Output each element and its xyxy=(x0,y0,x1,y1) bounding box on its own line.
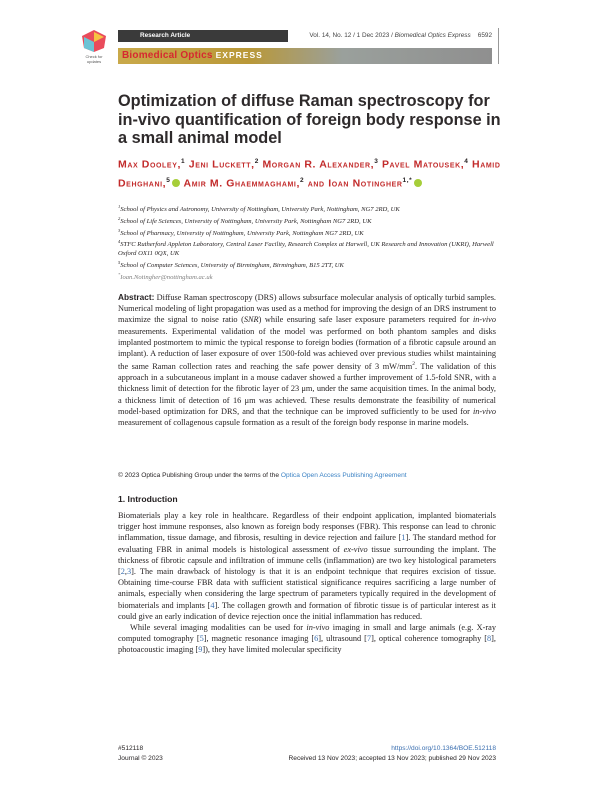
paragraph-text: ex-vivo xyxy=(343,544,368,554)
paragraph-text: ]. The main drawback of histology is that it is an endpoint technique that requires excision of tissue. Obtaining time-course FBR data with sufficient statistical significance requires sacrificing a large number of animals, especially when considering the large spectrum of parameters typically required in the development of biomaterials and implants [ xyxy=(118,567,496,610)
paragraph-text: ], ultrasound [ xyxy=(318,634,367,644)
journal-info xyxy=(296,32,492,39)
citation-link[interactable]: 5 xyxy=(199,634,204,644)
citation-link[interactable]: 6 xyxy=(314,634,319,644)
footer-right xyxy=(289,744,496,764)
affiliation-text: School of Computer Sciences, University of Birmingham, Birmingham, B15 2TT, UK xyxy=(120,261,344,269)
affiliation-number: 5 xyxy=(118,259,121,265)
journal-copyright: Journal © 2023 xyxy=(118,755,163,762)
author-name: and Ioan Notingher xyxy=(307,177,403,189)
paragraph-text: ]. The standard method for evaluating FBR in animal models is histological assessment of xyxy=(118,533,496,554)
publication-dates: Received 13 Nov 2023; accepted 13 Nov 2023; published 29 Nov 2023 xyxy=(288,755,496,762)
abstract-text: in-vivo xyxy=(472,315,496,325)
footer-left xyxy=(118,744,163,764)
abstract-text: measurements. Experimental validation of the model was performed on both phantom samples and disks implanted postmortem to mimic the typical response to foreign bodies (formation of a fibrotic capsule around an implant). A reduction of laser exposure of over 1500-fold was achieved over previous studies whilst maintaining the same Raman collection rates and reaching the safe power density of 3 mW/mm xyxy=(118,326,496,371)
journal-brand-bar xyxy=(118,48,492,64)
journal-logo-main: Biomedical Optics xyxy=(122,50,213,61)
abstract-text: measurement of collagenous capsule formation as a result of the foreign body response in marine models. xyxy=(118,418,469,427)
author-affiliation-mark: 3 xyxy=(374,158,379,165)
license-link[interactable]: Optica Open Access Publishing Agreement xyxy=(280,472,407,479)
author-name: Amir M. Ghaemmaghami, xyxy=(183,177,300,189)
affiliation-text: School of Physics and Astronomy, University of Nottingham, University Park, Nottingham, NG7 2RD, UK xyxy=(120,206,400,214)
citation-link[interactable]: 4 xyxy=(210,600,215,610)
paragraph-text: While several imaging modalities can be used for xyxy=(130,623,307,633)
citation-link[interactable]: 2 xyxy=(120,567,125,577)
affiliation-text: School of Life Sciences, University of Nottingham, University Park, Nottingham NG7 2RD, UK xyxy=(120,217,372,225)
article-title: Optimization of diffuse Raman spectroscopy for in-vivo quantification of foreign body response in a small animal model xyxy=(118,92,501,147)
citation-link[interactable]: 1 xyxy=(401,533,406,543)
affiliation xyxy=(118,203,508,215)
abstract-text: in-vivo xyxy=(472,406,496,416)
author-affiliation-mark: 5 xyxy=(166,176,171,184)
affiliation-number: 1 xyxy=(118,204,121,209)
author-name: Pavel Matousek, xyxy=(381,158,465,171)
article-type-label: Research Article xyxy=(118,30,288,42)
abstract-text: . The validation of this approach in a subcutaneous implant in a mouse cadaver showed a further improvement of 1.5-fold SNR, with a thickness limit of detection for the fibrotic layer of 23 μm, under the same acquisition times. In the animal body, a thickness limit of detection of 16 μm was achieved. These results demonstrate the feasibility of numerical model-based optimization for DRS, and that the technique can be improved sufficiently to be used for xyxy=(118,361,496,416)
paragraph xyxy=(118,510,496,622)
affiliation-number: 4 xyxy=(118,239,121,245)
header-divider xyxy=(498,28,499,64)
article-id: #512118 xyxy=(118,745,144,752)
citation-link[interactable]: 8 xyxy=(487,634,492,644)
abstract-text: SNR xyxy=(243,315,259,325)
paragraph-text: in-vivo xyxy=(306,623,330,633)
author-affiliation-mark: 4 xyxy=(464,158,469,165)
journal-logo-express: EXPRESS xyxy=(215,50,263,60)
author-affiliation-mark: 2 xyxy=(254,158,259,165)
author-affiliation-mark: 1 xyxy=(181,158,186,165)
orcid-icon[interactable] xyxy=(172,179,180,187)
section-body xyxy=(118,510,496,656)
paragraph-text: ], photoacoustic imaging [ xyxy=(118,634,496,655)
paragraph-text: ], magnetic resonance imaging [ xyxy=(203,634,315,644)
affiliation-text: School of Pharmacy, University of Nottingham, University Park, Nottingham NG7 2RD, UK xyxy=(120,229,364,237)
copyright-text: © 2023 Optica Publishing Group under the terms of the xyxy=(118,472,281,479)
affiliation xyxy=(118,238,508,258)
paragraph-text: ]. The collagen growth and formation of fibrotic tissue is of particular interest as it could give an early indication of device rejection once the initial inflammation has reduced. xyxy=(118,600,496,621)
author-name: Max Dooley, xyxy=(118,158,181,171)
affiliation-number: 2 xyxy=(118,215,121,221)
author-affiliation-mark: 1,* xyxy=(402,176,413,184)
author-name: Hamid Dehghani, xyxy=(118,158,501,189)
check-for-updates-icon xyxy=(78,28,110,66)
section-heading: 1. Introduction xyxy=(118,494,178,504)
affiliation xyxy=(118,227,508,239)
copyright-notice xyxy=(118,472,518,479)
svg-text:updates: updates xyxy=(86,59,102,64)
corresponding-email[interactable] xyxy=(118,271,508,283)
citation-link[interactable]: 3 xyxy=(127,567,132,577)
abstract-label: Abstract: xyxy=(118,292,155,302)
author-name: Jeni Luckett, xyxy=(188,158,255,171)
author-name: Morgan R. Alexander, xyxy=(262,158,375,171)
abstract-text: 2 xyxy=(412,361,415,368)
orcid-icon[interactable] xyxy=(414,179,422,187)
affiliation xyxy=(118,215,508,227)
email-address[interactable]: Ioan.Notingher@nottingham.ac.uk xyxy=(120,273,213,281)
paragraph-text: imaging in small and large animals (e.g. X-ray computed tomography [ xyxy=(118,623,496,644)
abstract-text: Diffuse Raman spectroscopy (DRS) allows subsurface molecular analysis of optically turbid samples. Numerical modeling of light propagation was used as a method for improving the design of an DRS instrument to maximize the signal to noise ratio ( xyxy=(118,293,496,325)
paragraph-text: Biomaterials play a key role in healthcare. Regardless of their endpoint application, implanted biomaterials trigger host immune responses, also known as foreign body responses (FBR). This response can lead to chronic inflammation, tissue damage, and fibrosis, resulting in device rejection and failure [ xyxy=(118,511,496,543)
svg-text:Check for: Check for xyxy=(85,54,103,59)
paragraph-text: tissue surrounding the implant. The thickness of fibrotic capsule and infiltration of immune cells (inflammation) are two key histological parameters [ xyxy=(118,544,496,577)
affiliation-number: 3 xyxy=(118,227,121,233)
journal-info-volume: Vol. 14, No. 12 / 1 Dec 2023 / xyxy=(309,32,395,39)
abstract-text: ) while ensuring safe laser exposure parameters required for xyxy=(258,315,473,325)
doi-link[interactable]: https://doi.org/10.1364/BOE.512118 xyxy=(391,745,496,752)
page-number: 6592 xyxy=(477,32,492,39)
affiliation xyxy=(118,259,508,271)
abstract xyxy=(118,292,496,428)
paragraph xyxy=(118,622,496,656)
citation-link[interactable]: 7 xyxy=(366,634,372,644)
journal-info-name: Biomedical Optics Express xyxy=(394,32,471,39)
journal-logo xyxy=(122,50,263,61)
check-for-updates-badge[interactable] xyxy=(78,28,110,66)
email-mark: * xyxy=(118,271,121,277)
author-affiliation-mark: 2 xyxy=(299,176,305,184)
paragraph-text: ], optical coherence tomography [ xyxy=(371,634,487,644)
citation-link[interactable]: 9 xyxy=(198,645,203,655)
paragraph-text: , xyxy=(124,567,127,577)
paragraph-text: ]), they have limited molecular specificity xyxy=(202,645,342,655)
author-list xyxy=(118,154,508,191)
affiliation-text: STFC Rutherford Appleton Laboratory, Central Laser Facility, Research Complex at Harwell, UK Research and Innovation (UKRI), Harwell Oxford OX11 0QX, UK xyxy=(118,241,494,258)
affiliation-list xyxy=(118,203,508,282)
